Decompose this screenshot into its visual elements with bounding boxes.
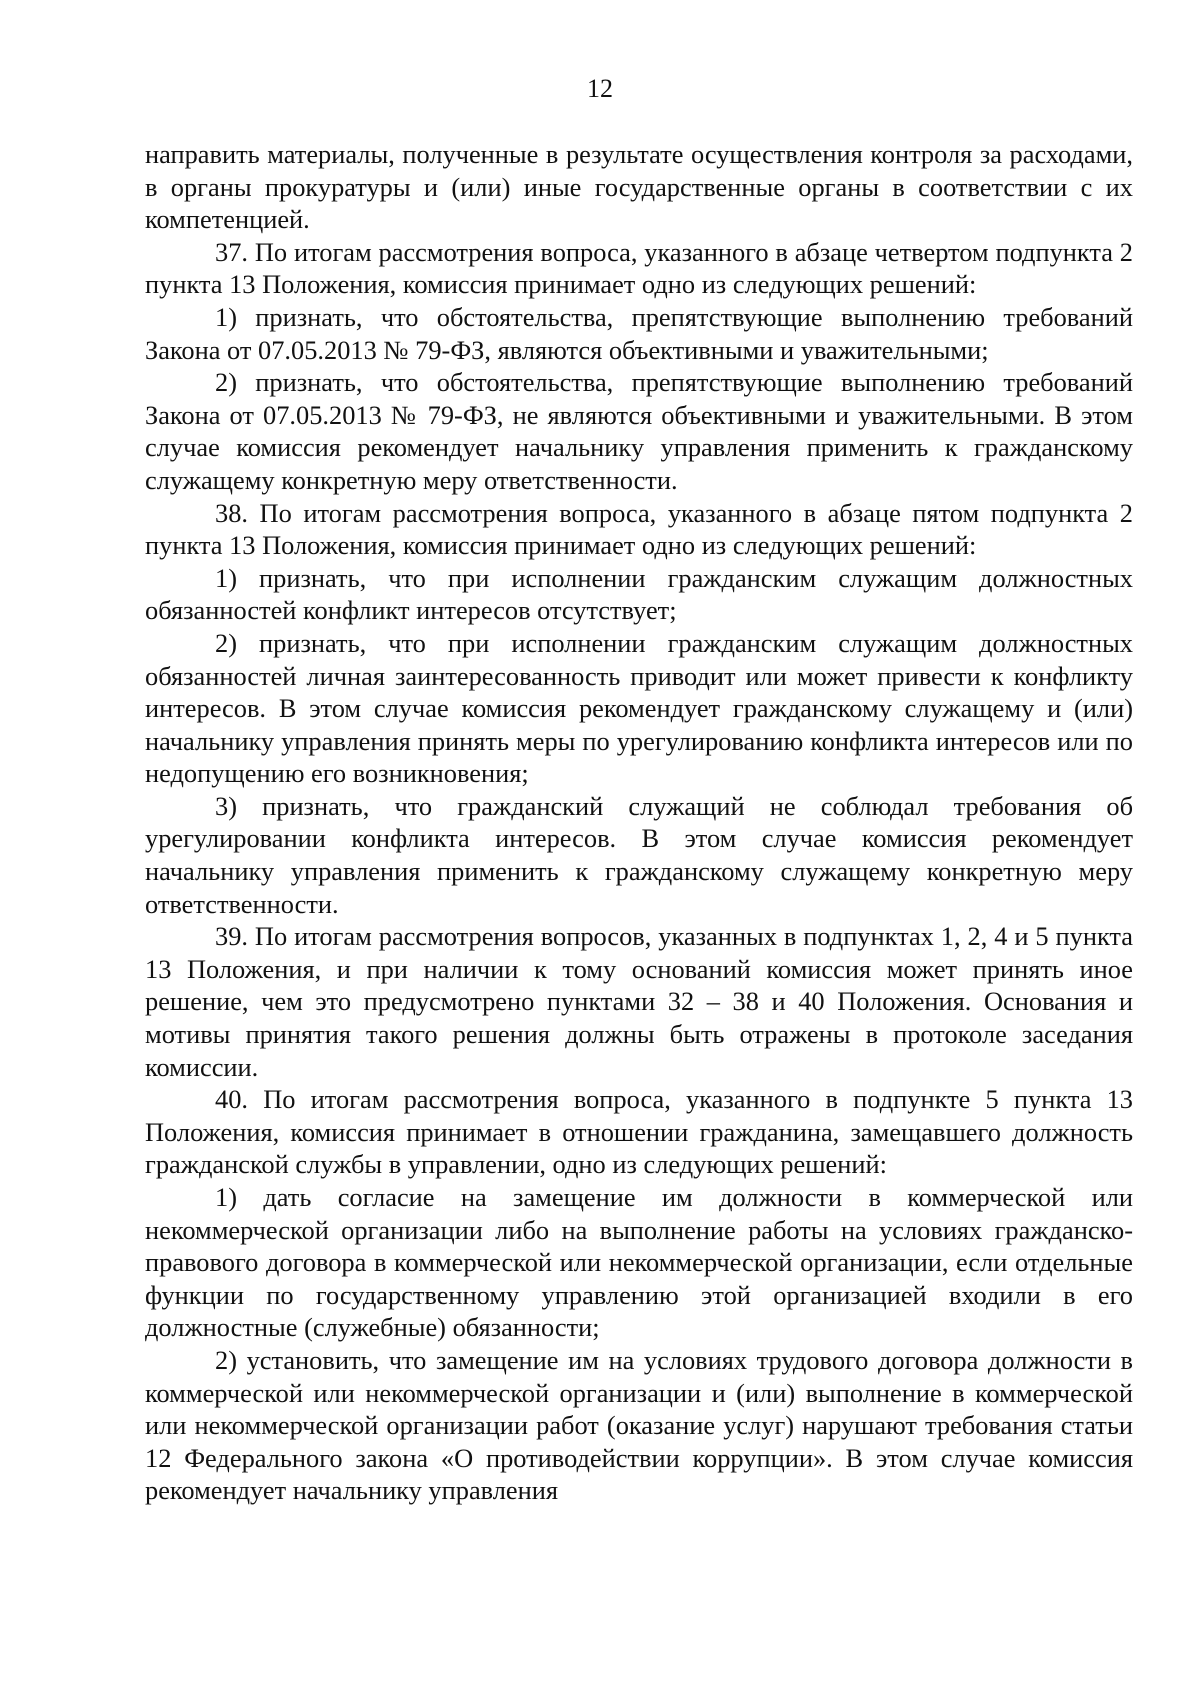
paragraph-item-38-1: 1) признать, что при исполнении гражданским служащим должностных обязанностей конфликт интересов отсутствует; bbox=[145, 562, 1133, 626]
paragraph-item-40-1: 1) дать согласие на замещение им должности в коммерческой или некоммерческой организации либо на выполнение работы на условиях гражданско-правового договора в коммерческой или некоммерческой организации, если отдельные функции по государственному управлению этой организацией входили в его должностные (служебные) обязанности; bbox=[145, 1182, 1133, 1343]
paragraph-item-37-1: 1) признать, что обстоятельства, препятствующие выполнению требований Закона от 07.05.2013 № 79-ФЗ, являются объективными и уважительными; bbox=[145, 301, 1133, 365]
paragraph-item-40-2: 2) установить, что замещение им на условиях трудового договора должности в коммерческой или некоммерческой организации и (или) выполнение в коммерческой или некоммерческой организации работ (оказание услуг) нарушают требования статьи 12 Федерального закона «О противодействии коррупции». В этом случае комиссия рекомендует начальнику управления bbox=[145, 1344, 1133, 1506]
paragraph-item-38-3: 3) признать, что гражданский служащий не соблюдал требования об урегулировании конфликта интересов. В этом случае комиссия рекомендует начальнику управления применить к гражданскому служащему конкретную меру ответственности. bbox=[145, 790, 1133, 919]
paragraph-item-40: 40. По итогам рассмотрения вопроса, указанного в подпункте 5 пункта 13 Положения, комиссия принимает в отношении гражданина, замещавшего должность гражданской службы в управлении, одно из следующих решений: bbox=[145, 1084, 1133, 1180]
page-number: 12 bbox=[587, 74, 613, 103]
paragraph-item-37-2: 2) признать, что обстоятельства, препятствующие выполнению требований Закона от 07.05.2013 № 79-ФЗ, не являются объективными и уважительными. В этом случае комиссия рекомендует начальнику управления применить к гражданскому служащему конкретную меру ответственности. bbox=[145, 367, 1133, 495]
paragraph-item-38: 38. По итогам рассмотрения вопроса, указанного в абзаце пятом подпункта 2 пункта 13 Положения, комиссия принимает одно из следующих решений: bbox=[145, 497, 1133, 561]
paragraph-item-37: 37. По итогам рассмотрения вопроса, указанного в абзаце четвертом подпункта 2 пункта 13 Положения, комиссия принимает одно из следующих решений: bbox=[145, 236, 1133, 300]
paragraph-item-39: 39. По итогам рассмотрения вопросов, указанных в подпунктах 1, 2, 4 и 5 пункта 13 Положения, и при наличии к тому оснований комиссия может принять иное решение, чем это предусмотрено пунктами 32 – 38 и 40 Положения. Основания и мотивы принятия такого решения должны быть отражены в протоколе заседания комиссии. bbox=[145, 921, 1133, 1082]
paragraph-item-38-2: 2) признать, что при исполнении гражданским служащим должностных обязанностей личная заинтересованность приводит или может привести к конфликту интересов. В этом случае комиссия рекомендует гражданскому служащему и (или) начальнику управления принять меры по урегулированию конфликта интересов или по недопущению его возникновения; bbox=[145, 627, 1133, 789]
document-body bbox=[145, 138, 1133, 1507]
paragraph-continuation: направить материалы, полученные в результате осуществления контроля за расходами, в органы прокуратуры и (или) иные государственные органы в соответствии с их компетенцией. bbox=[145, 139, 1133, 235]
